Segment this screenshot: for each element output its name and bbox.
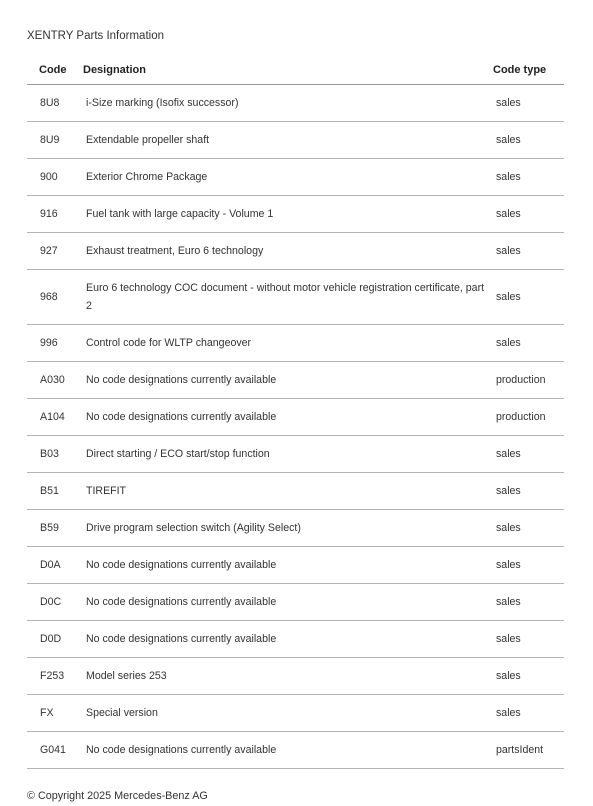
cell-designation: No code designations currently available (83, 732, 493, 769)
table-row (27, 584, 564, 621)
cell-code: B03 (27, 436, 83, 473)
cell-code: B59 (27, 510, 83, 547)
column-header-designation: Designation (83, 55, 493, 85)
cell-code: 8U8 (27, 85, 83, 122)
table-header (27, 55, 564, 85)
cell-code: B51 (27, 473, 83, 510)
cell-designation: Drive program selection switch (Agility Select) (83, 510, 493, 547)
table-row (27, 122, 564, 159)
table-row (27, 233, 564, 270)
table-row (27, 695, 564, 732)
table-row (27, 510, 564, 547)
cell-designation: Direct starting / ECO start/stop function (83, 436, 493, 473)
cell-code-type: partsIdent (493, 732, 564, 769)
table-row (27, 362, 564, 399)
cell-code: 8U9 (27, 122, 83, 159)
cell-code: 916 (27, 196, 83, 233)
cell-code: A104 (27, 399, 83, 436)
cell-code-type: sales (493, 196, 564, 233)
table-row (27, 621, 564, 658)
copyright-footer: © Copyright 2025 Mercedes-Benz AG (27, 790, 208, 802)
cell-code: F253 (27, 658, 83, 695)
cell-designation: Fuel tank with large capacity - Volume 1 (83, 196, 493, 233)
cell-code-type: sales (493, 658, 564, 695)
cell-code-type: sales (493, 85, 564, 122)
cell-designation: Exterior Chrome Package (83, 159, 493, 196)
table-row (27, 270, 564, 325)
table-row (27, 399, 564, 436)
page-title: XENTRY Parts Information (27, 30, 164, 42)
cell-code-type: production (493, 362, 564, 399)
cell-designation: No code designations currently available (83, 584, 493, 621)
table-row (27, 159, 564, 196)
table-row (27, 85, 564, 122)
cell-designation: Euro 6 technology COC document - without motor vehicle registration certificate, part 2 (83, 270, 493, 325)
cell-code: D0C (27, 584, 83, 621)
table-row (27, 732, 564, 769)
parts-table-container (27, 55, 564, 769)
cell-code-type: sales (493, 584, 564, 621)
cell-code: 996 (27, 325, 83, 362)
table-row (27, 658, 564, 695)
cell-code-type: sales (493, 233, 564, 270)
table-body (27, 85, 564, 769)
cell-designation: No code designations currently available (83, 362, 493, 399)
cell-designation: Control code for WLTP changeover (83, 325, 493, 362)
table-row (27, 473, 564, 510)
table-row (27, 547, 564, 584)
cell-designation: Exhaust treatment, Euro 6 technology (83, 233, 493, 270)
cell-code: D0A (27, 547, 83, 584)
cell-designation: Extendable propeller shaft (83, 122, 493, 159)
cell-code-type: sales (493, 695, 564, 732)
cell-code-type: sales (493, 621, 564, 658)
cell-code: 968 (27, 270, 83, 325)
cell-code-type: sales (493, 510, 564, 547)
cell-code: FX (27, 695, 83, 732)
table-row (27, 436, 564, 473)
cell-code-type: sales (493, 270, 564, 325)
column-header-code-type: Code type (493, 55, 564, 85)
cell-designation: Special version (83, 695, 493, 732)
cell-code-type: sales (493, 122, 564, 159)
cell-designation: TIREFIT (83, 473, 493, 510)
cell-designation: No code designations currently available (83, 547, 493, 584)
cell-code-type: sales (493, 325, 564, 362)
cell-designation: No code designations currently available (83, 399, 493, 436)
column-header-code: Code (27, 55, 83, 85)
cell-code: A030 (27, 362, 83, 399)
cell-code-type: production (493, 399, 564, 436)
table-row (27, 196, 564, 233)
cell-code: G041 (27, 732, 83, 769)
cell-designation: No code designations currently available (83, 621, 493, 658)
table-row (27, 325, 564, 362)
header-row (27, 55, 564, 85)
cell-designation: Model series 253 (83, 658, 493, 695)
cell-code-type: sales (493, 547, 564, 584)
parts-table (27, 55, 564, 769)
cell-designation: i-Size marking (Isofix successor) (83, 85, 493, 122)
cell-code-type: sales (493, 159, 564, 196)
cell-code: 900 (27, 159, 83, 196)
cell-code-type: sales (493, 473, 564, 510)
cell-code-type: sales (493, 436, 564, 473)
cell-code: 927 (27, 233, 83, 270)
cell-code: D0D (27, 621, 83, 658)
